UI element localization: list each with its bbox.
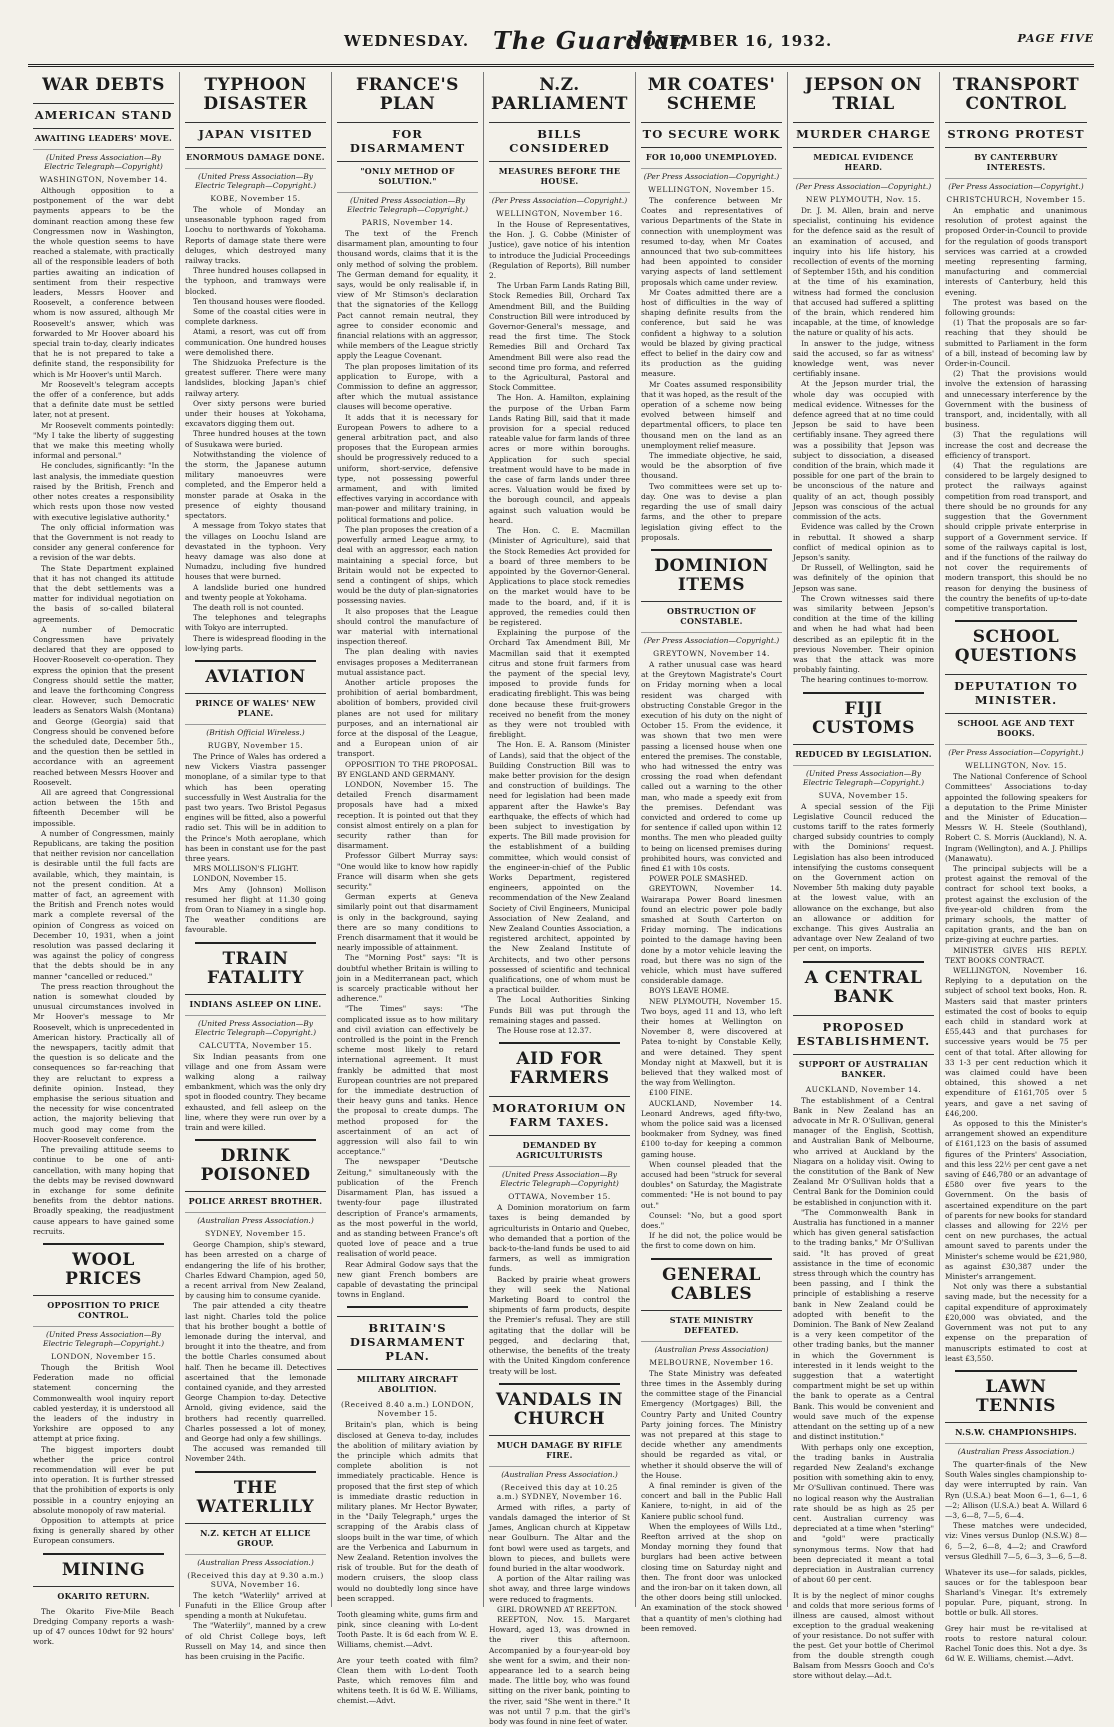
paragraph: A final reminder is given of the concert and ball in the Public Hall Kaniere, to-night, in aid of the Kaniere public school fund. xyxy=(641,1480,782,1521)
dateline: SYDNEY, November 15. xyxy=(205,1229,306,1239)
subheading: POLICE ARREST BROTHER. xyxy=(185,1191,326,1206)
article-body xyxy=(793,1096,934,1586)
paragraph: Opposition to attempts at price fixing is generally shared by other European consumers. xyxy=(33,1515,174,1546)
press-credit: (United Press Association—By Electric Telegraph—Copyright.) xyxy=(337,192,478,214)
subheading: MUCH DAMAGE BY RIFLE FIRE. xyxy=(489,1435,630,1460)
paragraph: In the House of Representatives, the Hon. J. G. Cobbe (Minister of Justice), gave notice of his intention to introduce the Judicial Proceedings (Regulation of Reports), Bill number 2. xyxy=(489,220,630,281)
article xyxy=(185,1471,326,1662)
paragraph: In answer to the judge, witness said the accused, so far as witness' knowledge went, was never certifiably insane. xyxy=(793,338,934,379)
paragraph: The Shidzuoka Prefecture is the greatest sufferer. There were many landslides, blocking Japan's chief railway artery. xyxy=(185,358,326,398)
press-credit: (British Official Wireless.) xyxy=(185,724,326,737)
news-columns xyxy=(28,72,1094,1726)
paragraph: There is widespread flooding in the low-lying parts. xyxy=(185,633,326,653)
subheading: JAPAN VISITED xyxy=(185,122,326,141)
paragraph: Britain's plan, which is being disclosed at Geneva to-day, includes the abolition of military aviation by the principle which admits that complete abolition is not immediately practicable. Hence is proposed that the first step of which is immediate drastic reduction in military planes. Mr Hector Bywater, in the "Daily Telegraph," urges the scrapping of the Arabis class of sloops built in the war time, of which are the Verbenica and Laburnum in New Zealand. Retention involves the risk of trouble. But for the death of modern cruisers, the sloop class would no doubtedly long since have been scrapped. xyxy=(337,1420,478,1603)
article xyxy=(945,1370,1087,1562)
paragraph: The telephones and telegraphs with Tokyo are interrupted. xyxy=(185,613,326,633)
paragraph: MINISTER GIVES HIS REPLY. TEXT BOOKS CONTRACT. xyxy=(945,945,1087,965)
subheading: FOR DISARMAMENT xyxy=(337,122,478,155)
dateline: GREYTOWN, November 14. xyxy=(653,648,770,658)
headline: DRINK POISONED xyxy=(200,1146,311,1186)
article xyxy=(793,961,934,1586)
headline: TRANSPORT CONTROL xyxy=(952,75,1080,114)
article-body xyxy=(793,206,934,686)
paragraph: Counsel: "No, but a good sport does." xyxy=(641,1210,782,1231)
paragraph: The "Morning Post" says: "It is doubtful whether Britain is willing to join in a Mediterranean pact, which is scarcely practicable without her adherence." xyxy=(337,953,478,1004)
dateline: RUGBY, November 15. xyxy=(207,740,304,750)
masthead xyxy=(28,20,1094,67)
paragraph: The hearing continues to-morrow. xyxy=(801,675,929,685)
paragraph: He concludes, significantly: "In the last analysis, the immediate question raised by the British, French and other notes creates a responsibility which rests upon those now vested with executive legislative authority." xyxy=(33,461,174,522)
article-body xyxy=(185,1052,326,1134)
dateline: AUCKLAND, November 14. xyxy=(805,1084,922,1094)
article xyxy=(185,942,326,1134)
article-divider xyxy=(347,1306,468,1308)
article-divider xyxy=(195,942,316,944)
paragraph: "The Commonwealth Bank in Australia has functioned in a manner which has given general satisfaction to the trading banks," Mr O'Sullivan said. "It has proved of great assistance in the time of economic stress through which the country has been passing, and I think the principle of establishing a reserve bank in New Zealand could be adopted with benefit to the Dominion. The Bank of New Zealand is a very keen competitor of the other trading banks, but the manner in which the Government is interested in it lends weight to the suggestion that a watertight compartment might be set up within the bank to operate as a Central Bank. This would be convenient and would save much of the expense attendant on the setting up of a new and distinct institution." xyxy=(793,1207,934,1442)
press-credit: (Per Press Association—Copyright.) xyxy=(489,192,630,205)
paragraph: The accused was remanded till November 24th. xyxy=(185,1444,326,1464)
paragraph: The principal subjects will be a protest against the removal of the contract for school text books, a protest against the exclusion of the five-year-old children from the primary schools, the matter of capitation grants, and the ban on prize-giving at euchre parties. xyxy=(945,863,1087,945)
subheading: REDUCED BY LEGISLATION. xyxy=(793,744,934,759)
article xyxy=(185,76,326,654)
article-divider xyxy=(43,1553,164,1555)
article-divider xyxy=(499,1042,620,1044)
paragraph: POWER POLE SMASHED. xyxy=(649,874,748,884)
paragraph: The immediate objective, he said, would be the absorption of five thousand. xyxy=(641,451,782,481)
dateline: LONDON, November 15. xyxy=(51,1351,156,1361)
article-body xyxy=(185,1240,326,1464)
paragraph: The ketch "Waterlily" arrived at Funafuti in the Ellice Group after spending a month at Nukufetau. xyxy=(185,1590,326,1621)
paragraph: Notwithstanding the violence of the storm, the Japanese autumn military manoeuvres were completed, and the Emperor held a monster parade at Osaka in the presence of eighty thousand spectators. xyxy=(185,449,326,521)
press-credit: (United Press Association—By Electric Telegraph—Copyright) xyxy=(33,149,174,171)
paragraph: The death roll is not counted. xyxy=(193,602,304,612)
paragraph: Some of the coastal cities were in complete darkness. xyxy=(185,307,326,327)
paragraph: German experts at Geneva similarly point out that disarmament is only in the background, saying there are so many conditions to French disarmament that it would be nearly impossible of attainment. xyxy=(337,892,478,953)
subheading: "ONLY METHOD OF SOLUTION." xyxy=(337,161,478,186)
article-body xyxy=(185,1591,326,1662)
article-body xyxy=(33,186,174,1237)
press-credit: (United Press Association—By Electric Telegraph—Copyright.) xyxy=(33,1326,174,1348)
paragraph: Over sixty persons were buried under their houses at Yokohama, excavators digging them out. xyxy=(185,398,326,429)
news-column xyxy=(28,72,180,1647)
paragraph: MRS MOLLISON'S FLIGHT. xyxy=(193,864,299,874)
article xyxy=(185,1139,326,1464)
article xyxy=(337,76,478,1300)
article-body xyxy=(489,1503,630,1727)
press-credit: (Australian Press Association.) xyxy=(489,1466,630,1479)
article-body xyxy=(641,196,782,543)
press-credit: (United Press Association—By Electric Telegraph—Copyright.) xyxy=(185,1015,326,1037)
newspaper-page xyxy=(28,20,1094,1726)
paragraph: The Local Authorities Sinking Funds Bill was put through the remaining stages and passed. xyxy=(489,995,630,1025)
headline: AID FOR FARMERS xyxy=(509,1049,610,1089)
paragraph: The "Waterlily", manned by a crew of old Christ College boys, left Russell on May 14, and since then has been cruising in the Pacific. xyxy=(185,1621,326,1661)
article-divider xyxy=(195,660,316,662)
article xyxy=(33,1553,174,1648)
subheading: MORATORIUM ON FARM TAXES. xyxy=(489,1096,630,1129)
dateline: SUVA, November 15. xyxy=(818,790,909,800)
dateline: CHRISTCHURCH, November 15. xyxy=(946,195,1086,204)
paragraph: Three hundred houses collapsed in the typhoon, and tramways were blocked. xyxy=(185,266,326,296)
headline: JEPSON ON TRIAL xyxy=(804,75,923,114)
paragraph: A number of Congressmen, mainly Republicans, are taking the position that neither revision nor cancellation is desirable until the full facts are available, which, they maintain, is not the present condition. At a matter of fact, an agreement with the British and French notes would mark a complete reversal of the opinion of Congress as voiced on December 10, 1931, when a joint resolution was passed declaring it was against the policy of congress that the debts should be in any manner "cancelled or reduced." xyxy=(33,828,174,981)
paragraph: The Crown witnesses said there was similarity between Jepson's condition at the time of the killing and when he had what had been described as an epileptic fit in the previous November. Their opinion was that the attack was more probably fainting. xyxy=(793,593,934,675)
article xyxy=(33,1243,174,1547)
subheading: OPPOSITION TO PRICE CONTROL. xyxy=(33,1295,174,1320)
masthead-title: The Guardian xyxy=(493,26,689,55)
article xyxy=(641,1258,782,1634)
press-credit: (United Press Association—By Electric Telegraph—Copyright.) xyxy=(793,765,934,787)
paragraph: Dr Russell, of Wellington, said he was definitely of the opinion that Jepson was sane. xyxy=(793,563,934,593)
press-credit: (United Press Association—By Electric Telegraph—Copyright.) xyxy=(185,168,326,190)
paragraph: The State Ministry was defeated three times in the Assembly during the committee stage of the Financial Emergency (Mortgages) Bill, the Country Party and United Country Party joining forces. The Ministry was not prepared at this stage to decide whether any amendments should be regarded as vital, or whether it should observe the will of the House. xyxy=(641,1368,782,1480)
news-column xyxy=(332,72,484,1705)
headline: TYPHOON DISASTER xyxy=(203,75,308,114)
subheading: BRITAIN'S DISARMAMENT PLAN. xyxy=(337,1316,478,1363)
subheading: AWAITING LEADERS' MOVE. xyxy=(33,128,174,143)
paragraph: The text of the French disarmament plan, amounting to four thousand words, claims that it is the only method of solving the problem. The German demand for equality, it says, would be only realisable if, in view of Mr Stimson's declaration that the signatories of the Kellogg Pact cannot remain neutral, they agree to consider economic and financial relations with an aggressor, while members of the League strictly apply the League Covenant. xyxy=(337,229,478,361)
press-credit: (United Press Association—By Electric Telegraph—Copyright) xyxy=(489,1166,630,1188)
article xyxy=(489,76,630,1036)
paragraph: Atami, a resort, was cut off from communication. One hundred houses were demolished there. xyxy=(185,327,326,357)
paragraph: Mr Roosevelt comments pointedly: "My I take the liberty of suggesting that we make this meeting wholly informal and personal." xyxy=(33,420,174,461)
masthead-page-number: PAGE FIVE xyxy=(1017,32,1094,45)
article-divider xyxy=(803,692,924,694)
dateline: WASHINGTON, November 14. xyxy=(39,175,168,184)
article-divider xyxy=(43,1243,164,1245)
article-divider xyxy=(955,620,1077,622)
paragraph: The press reaction throughout the nation is somewhat clouded by unusual circumstances involved in Mr Hoover's message to Mr Roosevelt, which is unprecedented in American history. Practically all of the newspapers, tacitly admit that the question is so delicate and the consequences so far-reaching that they are reluctant to express a definite opinion. Instead, they emphasise the serious situation and the necessity for wise concentrated action, the majority believing that much good may come from the Hoover-Roosevelt conference. xyxy=(33,981,174,1144)
advertisement: Tooth gleaming white, gums firm and pink, since cleaning with Lo-dent Tooth Paste. It is 6d each from W. E. Williams, chemist.—Advt. xyxy=(337,1609,478,1649)
paragraph: The only official information was that the Government is not ready to consider any general conference for a revision of the war debts. xyxy=(33,522,174,563)
paragraph: The whole of Monday an unseasonable typhoon raged from Loochu to northwards of Yokohama. Reports of damage state there were deluges, which destroyed many railway tracks. xyxy=(185,205,326,266)
paragraph: Rear Admiral Godow says that the new giant French bombers are capable of devastating the principal towns in England. xyxy=(337,1259,478,1300)
paragraph: All are agreed that Congressional action between the 15th and fifteenth December will be impossible. xyxy=(33,787,174,828)
paragraph: The Okarito Five-Mile Beach Dredging Company reports a wash-up of 47 ounces 10dwt for 92 hours' work. xyxy=(33,1606,174,1647)
article-divider xyxy=(803,961,924,963)
paragraph: A number of Democratic Congressmen have privately declared that they are opposed to Hoover-Roosevelt co-operation. They express the opinion that the present Congress should settle the matter, and leave the forthcoming Congress clear. However, such Democratic leaders as Senators Walsh (Montana) and George (Georgia) said that Congress should be convened before the scheduled date, December 5th., and the question then be settled in accordance with an agreement reached between Messrs Hoover and Roosevelt. xyxy=(33,624,174,787)
article-divider xyxy=(195,1471,316,1473)
paragraph: The Hon. A. Hamilton, explaining the purpose of the Urban Farm Lands Rating Bill, said that it made provision for a special reduced rateable value for farm lands of three acres or more within boroughs. Application for such special treatment would have to be made in the case of farm lands under three acres. Valuation would be fixed by the borough council, and appeals against such valuation would be heard. xyxy=(489,393,630,525)
paragraph: "The Times" says: "The complicated issue as to how military and civil aviation can effectively be controlled is the point in the French scheme most likely to retard international agreement. It must frankly be admitted that most European countries are not prepared for the immediate destruction of their heavy guns and tanks. Hence the proposal to create dumps. The method proposed for the ascertainment of an act of aggression will also fail to win acceptance." xyxy=(337,1004,478,1157)
paragraph: The plan proposes limitation of its application to Europe, with a Commission to define an aggressor, after which the mutual assistance clauses will become operative. xyxy=(337,361,478,412)
paragraph: NEW PLYMOUTH, November 15. Two boys, aged 11 and 13, who left their homes at Wellington on November 8, were discovered at Patea to-night by Constable Kelly, and were detained. They spent Monday night at Maxwell, but it is believed that they walked most of the way from Wellington. xyxy=(641,996,782,1088)
headline: LAWN TENNIS xyxy=(976,1376,1056,1416)
news-column xyxy=(484,72,636,1726)
subheading: BILLS CONSIDERED xyxy=(489,122,630,155)
paragraph: LONDON, November 15. The detailed French disarmament proposals have had a mixed reception. It is pointed out that they consist almost entirely on a plan for security rather than for disarmament. xyxy=(337,779,478,851)
paragraph: If he did not, the police would be the first to come down on him. xyxy=(641,1231,782,1251)
headline: A CENTRAL BANK xyxy=(804,967,923,1007)
article-body xyxy=(337,229,478,1300)
dateline: NEW PLYMOUTH, Nov. 15. xyxy=(805,195,922,204)
paragraph: Dr. J. M. Allen, brain and nerve specialist, continuing his evidence for the defence said as the result of an examination of accused, and inquiry into his life history, his recollection of events of the morning of September 15th, and his condition at the time of his examination, witness had formed the conclusion that accused had suffered a splitting of the brain, which rendered him incapable, at the time, of knowledge the nature or quality of his acts. xyxy=(793,206,934,338)
paragraph: Evidence was called by the Crown in rebuttal. It showed a sharp conflict of medical opinion as to Jepson's sanity. xyxy=(793,522,934,562)
news-column xyxy=(940,72,1092,1663)
article xyxy=(793,692,934,955)
article-body xyxy=(33,1607,174,1648)
dateline: OTTAWA, November 15. xyxy=(508,1192,611,1202)
paragraph: (3) That the regulations will increase the cost and decrease the efficiency of transport. xyxy=(945,430,1087,460)
subheading: FOR 10,000 UNEMPLOYED. xyxy=(641,147,782,162)
paragraph: A Dominion moratorium on farm taxes is being demanded by agriculturists in Ontario and Quebec, who demanded that a portion of the back-to-the-land funds be used to aid farmers, as well as immigration funds. xyxy=(489,1203,630,1274)
paragraph: As opposed to this the Minister's arrangement showed an expenditure of £161,123 on the basis of assumed figures of the Printers' Association, and this less 22½ per cent gave a net saving of £46,780 or an advantage of £580 over five years to the Government. On the basis of ascertained expenditure on the part of parents for new books for standard classes and allowing for 22½ per cent on new purchases, the actual amount saved to parents under the Minister's scheme would be £21,980, as against £30,387 under the Minister's arrangement. xyxy=(945,1119,1087,1282)
paragraph: Though the British Wool Federation made no official statement concerning the Commonwealth wool inquiry report cabled yesterday, it is understood all the leaders of the industry in Yorkshire are opposed to any attempt at price fixing. xyxy=(33,1362,174,1444)
headline: VANDALS IN CHURCH xyxy=(495,1389,624,1429)
subheading: OKARITO RETURN. xyxy=(33,1586,174,1601)
paragraph: It adds that it is necessary for European Powers to adhere to a general arbitration pact, and also proposes that the European armies should be progressively reduced to a uniform, short-service, defensive type, not possessing powerful armament, and with limited effectives varying in accordance with man-power and military training, in political formations and police. xyxy=(337,412,478,524)
subheading: BY CANTERBURY INTERESTS. xyxy=(945,147,1087,172)
paragraph: The biggest importers doubt whether the price control recommendation will ever be put into operation. It is further stressed that the prohibition of exports is only possible in a country enjoying an absolute monopoly of raw material. xyxy=(33,1444,174,1515)
paragraph: GIRL DROWNED AT REEFTON. xyxy=(497,1604,617,1614)
press-credit: (Per Press Association—Copyright.) xyxy=(945,744,1087,757)
headline: N.Z. PARLIAMENT xyxy=(491,75,628,114)
dateline: WELLINGTON, Nov. 15. xyxy=(965,761,1067,771)
dateline: (Received this day at 9.30 a.m.) SUVA, November 16. xyxy=(187,1570,324,1589)
headline: DOMINION ITEMS xyxy=(654,555,769,595)
subheading: MEASURES BEFORE THE HOUSE. xyxy=(489,161,630,186)
subheading: OBSTRUCTION OF CONSTABLE. xyxy=(641,601,782,626)
paragraph: Six Indian peasants from one village and one from Assam were walking along a railway embankment, which was the only dry spot in flooded country. They became exhausted, and fell asleep on the line, where they were run over by a train and were killed. xyxy=(185,1051,326,1133)
article-body xyxy=(793,802,934,955)
paragraph: Two committees were set up to-day. One was to devise a plan regarding the use of small dairy farms, and the other to prepare legislation giving effect to the proposals. xyxy=(641,481,782,542)
headline: TRAIN FATALITY xyxy=(207,948,304,988)
article xyxy=(337,1306,478,1604)
paragraph: With perhaps only one exception, the trading banks in Australia regarded New Zealand's exchange position with something akin to envy, Mr O'Sullivan continued. There was no logical reason why the Australian rate should be as high as 25 per cent. Australian currency was depreciated at a time when "sterling" and "gold" were practically synonymous terms. Now that had been depreciated it meant a total depreciation in Australian currency of about 60 per cent. xyxy=(793,1442,934,1585)
paragraph: Mr Roosevelt's telegram accepts the offer of a conference, but adds that a definite date must be settled later, not at present. xyxy=(33,379,174,420)
subheading: MILITARY AIRCRAFT ABOLITION. xyxy=(337,1369,478,1394)
dateline: KOBE, November 15. xyxy=(210,194,301,203)
press-credit: (Australian Press Association.) xyxy=(185,1212,326,1225)
advertisement: Grey hair must be re-vitalised at roots to restore natural colour. Rachel Tonic does this. Not a dye. 3s 6d W. E. Williams, chemist.—Advt. xyxy=(945,1623,1087,1663)
dateline: WELLINGTON, November 16. xyxy=(496,209,623,218)
subheading: DEPUTATION TO MINISTER. xyxy=(945,674,1087,707)
paragraph: A portion of the Altar railing was shot away, and three large windows were reduced to fragments. xyxy=(489,1574,630,1604)
advertisement: Are your teeth coated with film? Clean them with Lo-dent Tooth Paste, which removes film and whitens teeth. It is 6d W. E. Williams, chemist.—Advt. xyxy=(337,1655,478,1705)
headline: FRANCE'S PLAN xyxy=(356,75,459,114)
news-column xyxy=(636,72,788,1633)
paragraph: Although opposition to a postponement of the war debt payments appears to be the dominant reaction among these few Congressmen now in Washington, the whole question seems to have reached a stalemate, with practically all of the responsible leaders of both parties awaiting an indication of sentiment from their respective leaders, Messrs Hoover and Roosevelt, a conference between whom is now assured, although Mr Roosevelt's answer, which was forwarded to Mr Hoover aboard his special train to-day, clearly indicates that he is not prepared to take a definite stand, the responsibility for which is Mr Hoover's until March. xyxy=(33,186,174,379)
paragraph: AUCKLAND, November 14. Leonard Andrews, aged fifty-two, whom the police said was a licensed bookmaker from Sydney, was fined £100 to-day for keeping a common gaming house. xyxy=(641,1098,782,1159)
news-column xyxy=(788,72,940,1681)
headline: FIJI CUSTOMS xyxy=(812,698,915,738)
paragraph: Explaining the purpose of the Orchard Tax Amendment Bill, Mr Macmillan said that it exempted citrus and stone fruit farmers from the payment of the special levy, imposed to provide funds for eradicating fireblight. This was being done because these fruit-growers received no benefit from the money as they were not troubled with fireblight. xyxy=(489,628,630,740)
paragraph: GREYTOWN, November 14. Wairarapa Power Board linesmen found an electric power pole badly smashed at South Carterton on Friday morning. The indications pointed to the damage having been done by a motor vehicle leaving the road, but there was no sign of the vehicle, which must have suffered considerable damage. xyxy=(641,884,782,986)
paragraph: The conference between Mr Coates and representatives of various Departments of the State in connection with unemployment was resumed to-day, when Mr Coates announced that two sub-committees had been appointed to consider varying aspects of land settlement proposals which came under review. xyxy=(641,196,782,287)
paragraph: A rather unusual case was heard at the Greytown Magistrate's Court on Friday morning when a local resident was charged with obstructing Constable Gregor in the execution of his duty on the night of October 15. From the evidence, it was shown that two men were passing a licensed house when one entered the premises. The constable, who had witnessed the entry was crossing the road when defendant called out a warning to the other man, who made a speedy exit from the premises. Defendant was convicted and ordered to come up for sentence if called upon within 12 months. The men who pleaded guilty to being on licensed premises during prohibited hours, was convicted and fined £1 with 10s costs. xyxy=(641,659,782,873)
press-credit: (Per Press Association—Copyright.) xyxy=(945,178,1087,191)
dateline: PARIS, November 14. xyxy=(361,218,454,227)
article xyxy=(33,76,174,1237)
article xyxy=(489,1383,630,1727)
dateline: (Received 8.40 a.m.) LONDON, November 15. xyxy=(341,1400,474,1419)
headline: GENERAL CABLES xyxy=(662,1264,761,1304)
paragraph: OPPOSITION TO THE PROPOSAL. BY ENGLAND AND GERMANY. xyxy=(337,759,478,779)
press-credit: (Per Press Association—Copyright.) xyxy=(641,168,782,181)
paragraph: Backed by prairie wheat growers they will seek the National Marketing Board to control the shipments of farm products, despite the Premier's refusal. They are still agitating that the dollar will be pegged, and declaring that, otherwise, the benefits of the treaty with the United Kingdom conference treaty will be lost. xyxy=(489,1274,630,1376)
subheading: N.S.W. CHAMPIONSHIPS. xyxy=(945,1422,1087,1437)
paragraph: The newspaper "Deutsche Zeitung," simultaneously with the publication of the French Disarmament Plan, has issued a twenty-four page illustrated description of France's armaments, as the most powerful in the world, and as standing between France's oft quoted love of peace and a true realisation of world peace. xyxy=(337,1157,478,1259)
article xyxy=(489,1042,630,1376)
paragraph: £100 FINE. xyxy=(649,1088,693,1098)
headline: AVIATION xyxy=(205,666,306,687)
paragraph: The State Department explained that it has not changed its attitude that the debt settlements was a matter for individual negotiation on the basis of so-called bilateral agreements. xyxy=(33,563,174,624)
paragraph: When counsel pleaded that the accused had been "struck for several doubles" on Saturday, the Magistrate commented: "He is not bound to pay out." xyxy=(641,1159,782,1210)
dateline: CALCUTTA, November 15. xyxy=(198,1040,313,1050)
article-body xyxy=(641,1369,782,1634)
paragraph: (1) That the proposals are so far-reaching that they should be submitted to Parliament in the form of a bill, instead of becoming law by Order-in-Council. xyxy=(945,318,1087,369)
article-body xyxy=(945,1460,1087,1562)
article-body xyxy=(641,660,782,1252)
news-column xyxy=(180,72,332,1661)
headline: MINING xyxy=(61,1559,146,1580)
paragraph: The Hon. C. E. Macmillan (Minister of Agriculture), said that the Stock Remedies Act provided for a board of three members to be appointed by the Governor-General. Applications to place stock remedies on the market would have to be made to the board, and, if it is approved, the remedies could then be registered. xyxy=(489,526,630,627)
headline: WOOL PRICES xyxy=(65,1249,142,1289)
subheading: TO SECURE WORK xyxy=(641,122,782,141)
advertisement: Whatever its use—for salads, pickles, sauces or for the tablespoon bear Sharland's Vinegar. It's extremely popular. Pure, piquant, strong. In bottle or bulk. All stores. xyxy=(945,1567,1087,1617)
paragraph: It also proposes that the League should control the manufacture of war material with international inspection thereof. xyxy=(337,606,478,647)
paragraph: Another article proposes the prohibition of aerial bombardment, abolition of bombers, provided civil planes are not used for military purposes, and an international air force at the disposal of the League, and a European union of air transport. xyxy=(337,677,478,759)
paragraph: Mr Coates admitted there are a host of difficulties in the way of shaping definite results from the conference, but said he was confident a highway to a solution would be blazed by giving practical effect to belief in the dairy cow and its production as the guiding measure. xyxy=(641,287,782,379)
press-credit: (Australian Press Association.) xyxy=(945,1443,1087,1456)
paragraph: When the employees of Wills Ltd., Reefton arrived at the shop on Monday morning they found that burglars had been active between closing time on Saturday night and then. The front door was unlocked and the iron-bar on it taken down, all the other doors being still unlocked. An examination of the stock showed that a quantity of men's clothing had been removed. xyxy=(641,1521,782,1633)
article-body xyxy=(33,1363,174,1547)
paragraph: LONDON, November 15. xyxy=(193,874,287,884)
masthead-day: WEDNESDAY. xyxy=(344,32,470,50)
headline: MR COATES' SCHEME xyxy=(647,75,776,114)
paragraph: The prevailing attitude seems to continue to be one of anti-cancellation, with many hoping that the debts may be revised downward in exchange for some definite benefits from the debtor nations. Broadly speaking, the readjustment cause appears to have gained some recruits. xyxy=(33,1145,174,1236)
subheading: MURDER CHARGE xyxy=(793,122,934,141)
paragraph: The Urban Farm Lands Rating Bill, Stock Remedies Bill, Orchard Tax Amendment Bill, and the Building Construction Bill were introduced by Governor-General's message, and read the first time. The Stock Remedies Bill and Orchard Tax Amendment Bill were also read the second time pro forma, and referred to the Agricultural, Pastoral and Stock Committee. xyxy=(489,281,630,393)
subheading: DEMANDED BY AGRICULTURISTS xyxy=(489,1135,630,1160)
paragraph: (2) That the provisions would involve the extension of harassing and unnecessary interference by the Government with the business of transport, and, incidentally, with all business. xyxy=(945,369,1087,430)
article xyxy=(185,660,326,936)
subheading: AMERICAN STAND xyxy=(33,103,174,122)
article-body xyxy=(489,220,630,1036)
paragraph: A special session of the Fiji Legislative Council reduced the customs tariff to the rates formerly charged subsidy countries to comply with the Dominions' request. Legislation has also been introduced intensifying the customs consequent on the Government action on November 5th making duty payable at the lowest value, with an allowance on the exchange, but also an allowance or addition for exchange. This gives Australia an advantage over New Zealand of two per cent, on imports. xyxy=(793,801,934,954)
advertisement: It is by the neglect of minor coughs and colds that more serious forms of illness are caused, almost without exception to the gradual weakening of your resistance. Do not suffer with the pest. Get your bottle of Cherimol from the double strength cough Balsam from Messrs Gooch and Co's store without delay.—Ad.t. xyxy=(793,1591,934,1681)
article-divider xyxy=(651,549,772,551)
article-divider xyxy=(651,1258,772,1260)
subheading: SCHOOL AGE AND TEXT BOOKS. xyxy=(945,713,1087,738)
paragraph: A landslide buried one hundred and twenty people at Yokohama. xyxy=(185,582,326,602)
subheading: SUPPORT OF AUSTRALIAN BANKER. xyxy=(793,1054,934,1079)
paragraph: WELLINGTON, November 16. Replying to a deputation on the subject of school text books, Hon. R. Masters said that master printers estimated the cost of books to equip each child in standard work at £55,443 and that purchases for successive years would be 75 per cent of that total. After allowing for 33 1-3 per cent reduction which it was claimed could have been obtained, this showed a net expenditure of £161,705 over 5 years, and gave a net saving of £46,200. xyxy=(945,965,1087,1118)
paragraph: The plan proposes the creation of a powerfully armed League army, to deal with an aggressor, each nation maintaining a special force, but Britain would not be expected to send a contingent of ships, which would be the duty of plan-signatories possessing navies. xyxy=(337,524,478,606)
paragraph: The Prince of Wales has ordered a new Vickers Viastra passenger monoplane, of a similar type to that which has been operating successfully in West Australia for the past two years. Two Bristol Pegasus engines will be fitted, also a powerful radio set. This will be in addition to the Prince's Moth aeroplane, which has been in constant use for the past three years. xyxy=(185,751,326,863)
masthead-date: NOVEMBER 16, 1932. xyxy=(628,32,833,50)
paragraph: The House rose at 12.37. xyxy=(497,1026,592,1036)
press-credit: (Per Press Association—Copyright.) xyxy=(793,178,934,191)
paragraph: Professor Gilbert Murray says: "One would like to know how rapidly France will disarm when she gets security." xyxy=(337,851,478,891)
paragraph: An emphatic and unanimous resolution of protest against the proposed Order-in-Council to provide for the regulation of goods transport services was carried at a crowded meeting representing farming, manufacturing and commercial interests of Canterbury, held this evening. xyxy=(945,206,1087,297)
paragraph: A message from Tokyo states that the villages on Loochu Island are devastated in the typhoon. Very heavy damage was also done at Numadzu, including five hundred houses that were burned. xyxy=(185,521,326,582)
article-divider xyxy=(955,1370,1077,1372)
paragraph: At the Jepson murder trial, the whole day was occupied with medical evidence. Witnesses for the defence agreed that at no time could Jepson be said to have been certifiably insane. They agreed there was a possibility that Jepson was subject to dissociation, a diseased condition of the brain, which made it possible for one part of the brain to be unconscious of the nature and quality of an act, though possibly Jepson was conscious of the actual commission of the acts. xyxy=(793,379,934,522)
article-divider xyxy=(195,1139,316,1141)
article xyxy=(945,76,1087,614)
paragraph: George Champion, ship's steward, has been arrested on a charge of endangering the life of his brother, Charles Edward Champion, aged 50, a recent arrival from New Zealand, by causing him to consume cyanide. xyxy=(185,1240,326,1301)
paragraph: The pair attended a city theatre last night. Charles told the police that his brother bought a bottle of lemonade during the interval, and brought it into the theatre, and from the bottle Charles consumed about half. Then he became ill. Detectives ascertained that the lemonade contained cyanide, and they arrested George Champion to-day. Detective Arnold, giving evidence, said the brothers had recently quarrelled. Charles possessed a lot of money, and George had only a few shillings. xyxy=(185,1301,326,1444)
paragraph: REEFTON, Nov. 15. Margaret Howard, aged 13, was drowned in the river this afternoon. Accompanied by a four-year-old boy she went for a swim, and their non-appearance led to a search being made. The little boy, who was found sitting on the river bank, pointing to the river, said "She went in there." It was not until 7 p.m. that the girl's body was found in nine feet of water. xyxy=(489,1614,630,1726)
article-body xyxy=(945,772,1087,1364)
paragraph: The quarter-finals of the New South Wales singles championship to-day were interrupted by rain. Van Ryn (U.S.A.) beat Moon 6—1, 6—1, 6—2; Allison (U.S.A.) beat A. Willard 6—3, 6—8, 7—5, 6—4. xyxy=(945,1459,1087,1520)
paragraph: The plan dealing with navies envisages proposes a Mediterranean mutual assistance pact. xyxy=(337,647,478,677)
headline: SCHOOL QUESTIONS xyxy=(954,627,1078,667)
article xyxy=(641,76,782,543)
subheading: ENORMOUS DAMAGE DONE. xyxy=(185,147,326,162)
paragraph: Mrs Amy (Johnson) Mollison resumed her flight at 11.30 going from Oran to Niamey in a single hop. The weather conditions are favourable. xyxy=(185,884,326,935)
dateline: (Received this day at 10.25 a.m.) SYDNEY, November 16. xyxy=(496,1482,623,1501)
paragraph: Three hundred houses at the town of Susukawa were buried. xyxy=(185,429,326,449)
article-body xyxy=(337,1420,478,1604)
headline: THE WATERLILY xyxy=(196,1477,315,1517)
article xyxy=(793,76,934,686)
article-body xyxy=(945,206,1087,614)
subheading: STRONG PROTEST xyxy=(945,122,1087,141)
subheading: N.Z. KETCH AT ELLICE GROUP. xyxy=(185,1523,326,1548)
article xyxy=(641,549,782,1252)
paragraph: Mr Coates assumed responsibility that it was hoped, as the result of the operation of a scheme now being evolved between himself and departmental officers, to place ten thousand men on the land as an unemployment relief measure. xyxy=(641,379,782,450)
paragraph: (4) That the regulations are considered to be largely designed to protect the railways against competition from road transport, and there should be no grounds for any suggestion that the Government should cripple private enterprise in support of a Government service. If some of the railways capital is lost, and if the functions of the railway do not cover the requirements of modern transport, this should be no reason for denying the business of the country the benefits of up-to-date competitive transportation. xyxy=(945,461,1087,613)
article-body xyxy=(185,752,326,936)
article-body xyxy=(489,1203,630,1376)
paragraph: The Hon. E. A. Ransom (Minister of Lands), said that the object of the Building Construction Bill was to make better provision for the design and construction of buildings. The need for legislation had been made apparent after the Hawke's Bay earthquake, the effects of which had been subject to investigation by experts. The Bill made provision for the establishment of a building committee, which would consist of the engineer-in-chief of the Public Works Department, registered engineers, appointed on the recommendation of the New Zealand Society of Civil Engineers, Municipal Association of New Zealand, and New Zealand Counties Association, a registered architect, appointed by the New Zealand Institute of Architects, and two other persons possessed of scientific and technical qualifications, one of whom must be a practical builder. xyxy=(489,740,630,995)
subheading: MEDICAL EVIDENCE HEARD. xyxy=(793,147,934,172)
dateline: MELBOURNE, November 16. xyxy=(649,1357,774,1367)
paragraph: BOYS LEAVE HOME. xyxy=(649,986,730,996)
article-divider xyxy=(499,1383,620,1385)
paragraph: The establishment of a Central Bank in New Zealand has an advocate in Mr R. O'Sullivan, general manager of the English, Scottish, and Australian Bank of Melbourne, who arrived at Auckland by the Niagara on a holiday visit. Owing to the constitution of the Bank of New Zealand Mr O'Sullivan holds that a Central Bank for the Dominion could be established in conjunction with it. xyxy=(793,1095,934,1207)
subheading: PROPOSED ESTABLISHMENT. xyxy=(793,1015,934,1048)
paragraph: Not only was there a substantial saving made, but the necessity for a capital expenditure of approximately £20,000 was obviated, and the Government was not put to any expense on the preparation of manuscripts estimated to cost at least £3,550. xyxy=(945,1282,1087,1363)
paragraph: The protest was based on the following grounds: xyxy=(945,297,1087,318)
press-credit: (Per Press Association—Copyright.) xyxy=(641,632,782,645)
subheading: STATE MINISTRY DEFEATED. xyxy=(641,1310,782,1335)
article xyxy=(945,620,1087,1364)
paragraph: The National Conference of School Committees' Associations to-day appointed the following speakers for a deputation to the Prime Minister and the Minister of Education—Messrs W. H. Steele (Southland), Robert C. S. Morris (Auckland), N. A. Ingram (Wellington), and A. J. Phillips (Manawatu). xyxy=(945,772,1087,863)
dateline: WELLINGTON, November 15. xyxy=(648,185,775,194)
subheading: INDIANS ASLEEP ON LINE. xyxy=(185,994,326,1009)
paragraph: Ten thousand houses were flooded. xyxy=(193,296,326,306)
press-credit: (Australian Press Association.) xyxy=(185,1554,326,1567)
paragraph: These matches were undecided, viz: Vines versus Dunlop (N.S.W.) 8—6, 5—2, 6—8, 4—2; and Crawford versus Gledhill 7—5, 6—3, 3—6, 5—8. xyxy=(945,1521,1087,1561)
paragraph: Armed with rifles, a party of vandals damaged the interior of St James, Anglican church at Kippetaw near Goulburn. The Altar and the font bowl were used as targets, and blown to pieces, and bullets were found buried in the altar woodwork. xyxy=(489,1502,630,1573)
press-credit: (Australian Press Association) xyxy=(641,1341,782,1354)
article-body xyxy=(185,205,326,654)
subheading: PRINCE OF WALES' NEW PLANE. xyxy=(185,693,326,718)
headline: WAR DEBTS xyxy=(42,75,165,95)
